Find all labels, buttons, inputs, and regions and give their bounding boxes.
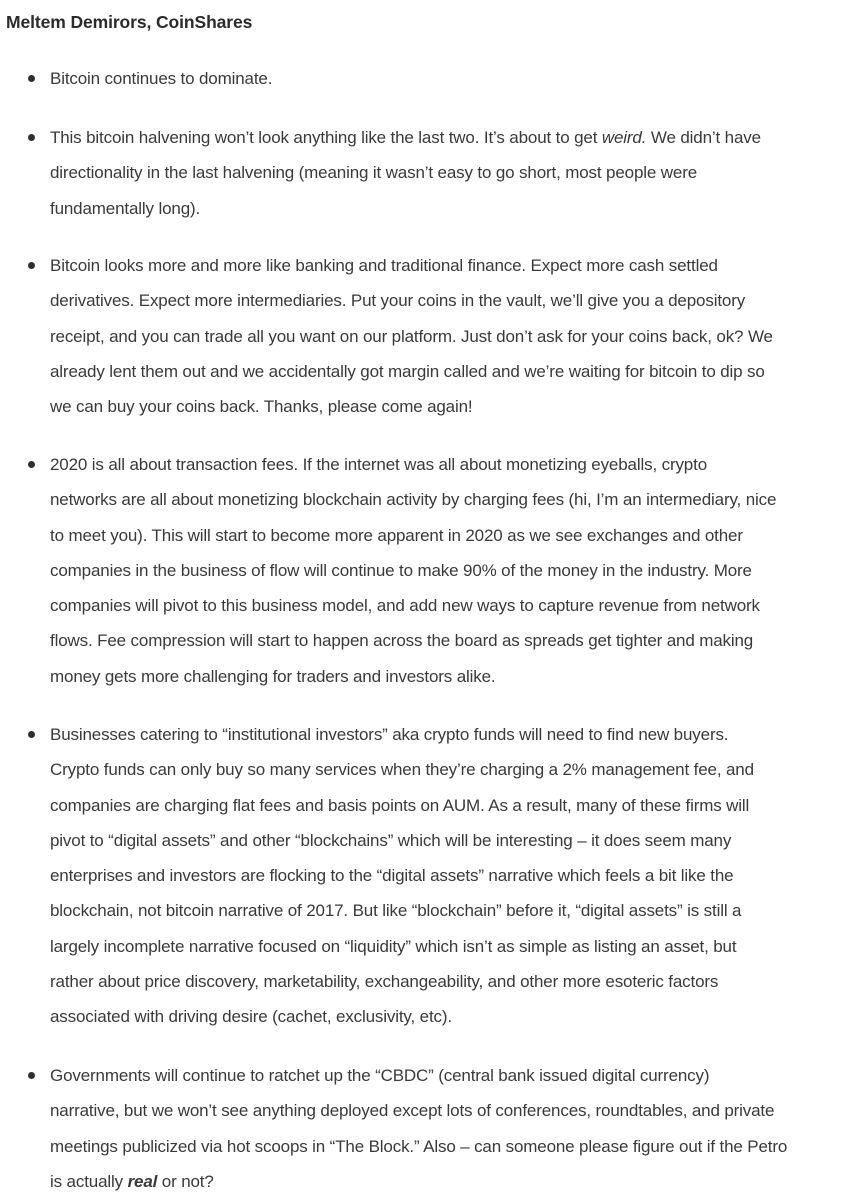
list-item — [50, 248, 850, 424]
list-item-line: we can buy your coins back. Thanks, please come again! — [50, 397, 473, 417]
list-item-line: flows. Fee compression will start to happen across the board as spreads get tighter and making — [50, 631, 754, 651]
list-item-line: largely incomplete narrative focused on “liquidity” which isn’t as simple as listing an asset, but — [50, 936, 737, 956]
list-item — [50, 120, 850, 226]
list-item-line: already lent them out and we accidentally got margin called and we’re waiting for bitcoin to dip so — [50, 361, 765, 381]
list-item-line: This bitcoin halvening won’t look anything like the last two. It’s about to get weird. We didn’t have — [50, 128, 761, 147]
emphasis-text: real — [127, 1171, 158, 1191]
list-item-line: fundamentally long). — [50, 198, 201, 218]
list-item-line: companies in the business of flow will continue to make 90% of the money in the industry. More — [50, 560, 752, 580]
list-item-line: Crypto funds can only buy so many services when they’re charging a 2% management fee, and — [50, 760, 754, 780]
list-item — [50, 61, 850, 96]
list-item-line: receipt, and you can trade all you want on our platform. Just don’t ask for your coins back, ok? We — [50, 326, 773, 346]
list-item-line: pivot to “digital assets” and other “blockchains” which will be interesting – it does seem many — [50, 830, 732, 850]
list-item-line: derivatives. Expect more intermediaries. Put your coins in the vault, we’ll give you a depository — [50, 291, 746, 311]
list-item-line: directionality in the last halvening (meaning it wasn’t easy to go short, most people were — [50, 163, 698, 183]
list-item-line: enterprises and investors are flocking to the “digital assets” narrative which feels a bit like the — [50, 866, 734, 886]
list-item-line: to meet you). This will start to become more apparent in 2020 as we see exchanges and other — [50, 525, 743, 545]
list-item-line: money gets more challenging for traders and investors alike. — [50, 666, 496, 686]
bullet-dot-icon — [28, 262, 35, 269]
list-item-line: blockchain, not bitcoin narrative of 2017. But like “blockchain” before it, “digital assets” is still a — [50, 901, 742, 921]
list-item-line: companies will pivot to this business model, and add new ways to capture revenue from network — [50, 596, 760, 616]
bullet-dot-icon — [28, 134, 35, 141]
list-item-line: rather about price discovery, marketability, exchangeability, and other more esoteric factors — [50, 972, 719, 992]
list-item-line: Bitcoin continues to dominate. — [50, 69, 273, 88]
bullet-dot-icon — [28, 1072, 35, 1079]
list-item — [50, 717, 850, 1035]
list-item-line: is actually real or not? — [50, 1171, 214, 1191]
list-item-line: companies are charging flat fees and basis points on AUM. As a result, many of these firms will — [50, 795, 750, 815]
list-item-line: Bitcoin looks more and more like banking and traditional finance. Expect more cash settled — [50, 256, 718, 275]
emphasis-text: weird. — [601, 128, 647, 147]
list-item-line: meetings publicized via hot scoops in “The Block.” Also – can someone please figure out if the Petro — [50, 1136, 788, 1156]
list-item-line: narrative, but we won’t see anything deployed except lots of conferences, roundtables, and private — [50, 1101, 775, 1121]
list-item-line: Businesses catering to “institutional investors” aka crypto funds will need to find new buyers. — [50, 725, 729, 744]
list-item-line: networks are all about monetizing blockchain activity by charging fees (hi, I’m an intermediary, nice — [50, 490, 777, 510]
bullet-dot-icon — [28, 75, 35, 82]
list-item — [50, 447, 850, 694]
list-item-line: Governments will continue to ratchet up the “CBDC” (central bank issued digital currency) — [50, 1066, 710, 1085]
bullet-dot-icon — [28, 731, 35, 738]
bullet-dot-icon — [28, 461, 35, 468]
list-item — [50, 1058, 850, 1199]
list-item-line: 2020 is all about transaction fees. If the internet was all about monetizing eyeballs, crypto — [50, 455, 707, 474]
author-heading: Meltem Demirors, CoinShares — [6, 12, 253, 32]
list-item-line: associated with driving desire (cachet, exclusivity, etc). — [50, 1007, 452, 1027]
